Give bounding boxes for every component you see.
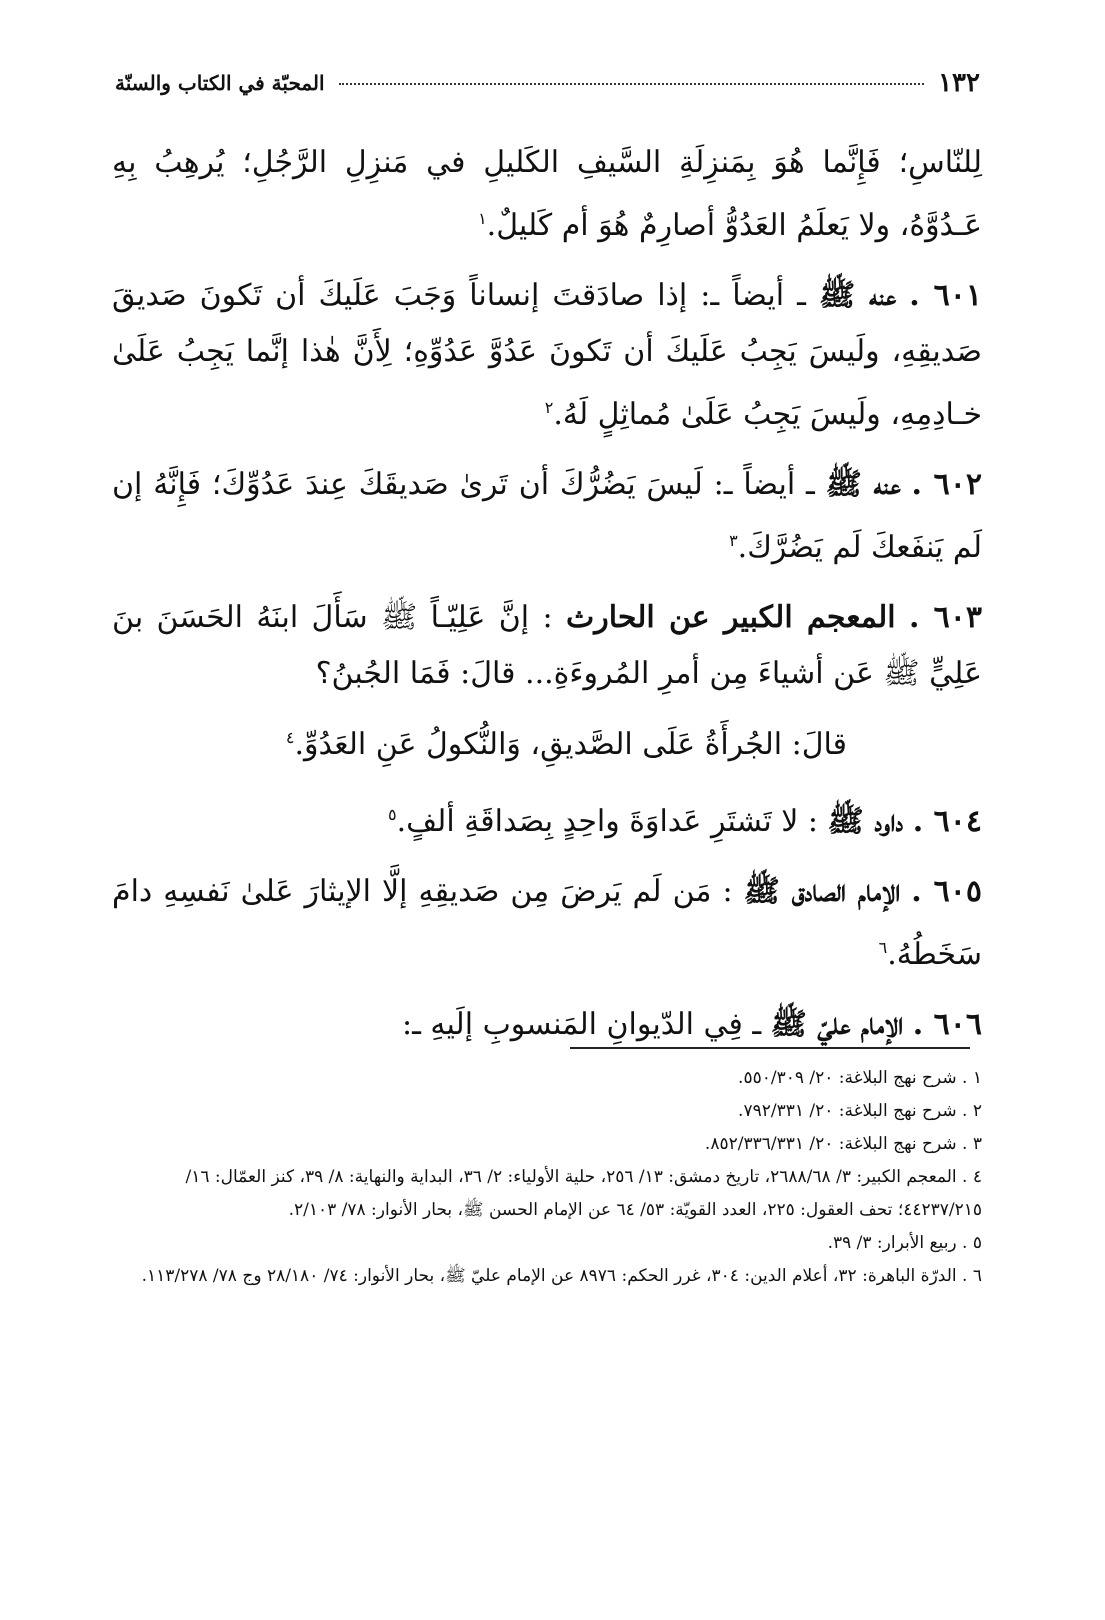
hadith-source: الإمام عليّ ﷺ — [770, 1007, 904, 1042]
hadith-text: ـ أيضاً ـ: لَيسَ يَضُرُّكَ أن تَرىٰ صَديقَكَ عِندَ عَدُوِّكَ؛ فَإِنَّهُ إن لَم يَنفَعكَ لَم يَضُرَّكَ. — [112, 467, 982, 565]
footnote-6 — [112, 1260, 982, 1293]
footnote-ref: ٦ — [878, 938, 888, 957]
running-title: المحبّة في الكتاب والسنّة — [115, 71, 325, 95]
paragraph-continuation — [112, 135, 982, 254]
hadith-text: : إنَّ عَلِيّـاً ﷺ سَأَلَ ابنَهُ الحَسَنَ بنَ عَلِيٍّ ﷺ عَن أشياءَ مِن أمرِ المُروءَةِ... قالَ: فَمَا الجُبنُ؟ — [112, 600, 982, 691]
paragraph-text: لِلنّاسِ؛ فَإِنَّما هُوَ بِمَنزِلَةِ السَّيفِ الكَليلِ في مَنزِلِ الرَّجُلِ؛ يُرهِبُ بِهِ عَـدُوَّهُ، ولا يَعلَمُ العَدُوُّ أصارِمٌ هُوَ أم كَليلٌ. — [112, 145, 982, 243]
hadith-text: : مَن لَم يَرضَ مِن صَديقِهِ إلَّا الإيثارَ عَلىٰ نَفسِهِ دامَ سَخَطُهُ. — [112, 874, 982, 972]
hadith-source: داود ﷺ — [827, 804, 904, 839]
hadith-number: ٦٠٦ . — [912, 1007, 982, 1042]
footnote-ref: ١ — [478, 209, 487, 228]
page-header — [115, 66, 980, 100]
footnote-ref: ٤ — [285, 728, 295, 747]
footnote-text: الدرّة الباهرة: ٣٢، أعلام الدين: ٣٠٤، غرر الحكم: ٨٩٧٦ عن الإمام عليّ ﷺ، بحار الأنوار: ٧٤/ ٢٨/١٨٠ وج ٧٨/ ١١٣/٢٧٨. — [141, 1266, 957, 1286]
hadith-number: ٦٠٤ . — [912, 804, 982, 839]
footnote-text: شرح نهج البلاغة: ٢٠/ ٨٥٢/٣٣٦/٣٣١. — [704, 1134, 957, 1154]
footnote-number: ٥ . — [962, 1233, 982, 1253]
footnote-4 — [112, 1161, 982, 1227]
hadith-number: ٦٠٢ . — [911, 467, 982, 502]
footnote-ref: ٣ — [729, 531, 738, 550]
footnote-text: ربيع الأبرار: ٣/ ٣٩. — [827, 1233, 957, 1253]
footnote-number: ٤ . — [962, 1167, 982, 1187]
hadith-source: الإمام الصادق ﷺ — [743, 874, 901, 909]
hadith-text: ـ أيضاً ـ: إذا صادَقتَ إنساناً وَجَبَ عَلَيكَ أن تَكونَ صَديقَ صَديقِهِ، ولَيسَ يَجِبُ عَلَيكَ أن تَكونَ عَدُوَّ عَدُوِّهِ؛ لِأَنَّ هٰذا إنَّما يَجِبُ عَلَىٰ خـادِمِهِ، ولَيسَ يَجِبُ عَلَىٰ مُماثِلٍ لَهُ. — [112, 278, 982, 432]
hadith-source: عنه ﷺ — [825, 467, 901, 502]
footnotes — [112, 1062, 982, 1293]
footnote-5 — [112, 1227, 982, 1260]
footnote-text: شرح نهج البلاغة: ٢٠/ ٥٥٠/٣٠٩. — [738, 1068, 957, 1088]
hadith-source: عنه ﷺ — [818, 278, 897, 313]
hadith-number: ٦٠١ . — [909, 278, 982, 313]
hadith-number: ٦٠٣ . — [908, 600, 982, 635]
hadith-606 — [112, 997, 982, 1053]
hadith-number: ٦٠٥ . — [911, 874, 982, 909]
footnote-ref: ٥ — [388, 805, 397, 824]
hadith-605 — [112, 864, 982, 983]
hadith-603-answer — [112, 710, 982, 773]
footnote-text: شرح نهج البلاغة: ٢٠/ ٧٩٢/٣٣١. — [738, 1101, 957, 1121]
main-text — [112, 135, 982, 1067]
footnote-number: ٢ . — [962, 1101, 982, 1121]
header-dotted-leader — [339, 82, 925, 85]
footnote-separator — [570, 1047, 970, 1049]
footnote-text: المعجم الكبير: ٣/ ٢٦٨٨/٦٨، تاريخ دمشق: ١٣/ ٢٥٦، حلية الأولياء: ٢/ ٣٦، البداية والنهاية: ٨/ ٣٩، كنز العمّال: ١٦/ ٤٤٢٣٧/٢١٥؛ تحف العقول: ٢٢٥، العدد القويّة: ٥٣/ ٦٤ عن الإمام الحسن ﷺ، بحار الأنوار: ٧٨/ ٢/١٠٣. — [185, 1167, 982, 1220]
hadith-604 — [112, 787, 982, 850]
hadith-source: المعجم الكبير عن الحارث — [565, 600, 896, 635]
footnote-1 — [112, 1062, 982, 1095]
hadith-text: : لا تَشتَرِ عَداوَةَ واحِدٍ بِصَداقَةِ ألفٍ. — [396, 804, 818, 839]
footnote-2 — [112, 1095, 982, 1128]
hadith-text: ـ فِي الدّيوانِ المَنسوبِ إلَيهِ ـ: — [401, 1007, 762, 1042]
hadith-603 — [112, 590, 982, 702]
footnote-number: ١ . — [962, 1068, 982, 1088]
hadith-602 — [112, 457, 982, 576]
hadith-601 — [112, 268, 982, 443]
footnote-3 — [112, 1128, 982, 1161]
footnote-ref: ٢ — [544, 398, 554, 417]
quote-text: قالَ: الجُرأَةُ عَلَى الصَّديقِ، وَالنُّكولُ عَنِ العَدُوِّ. — [294, 727, 847, 762]
footnote-number: ٦ . — [962, 1266, 982, 1286]
footnote-number: ٣ . — [962, 1134, 982, 1154]
page-number: ١٣٢ — [938, 68, 980, 98]
